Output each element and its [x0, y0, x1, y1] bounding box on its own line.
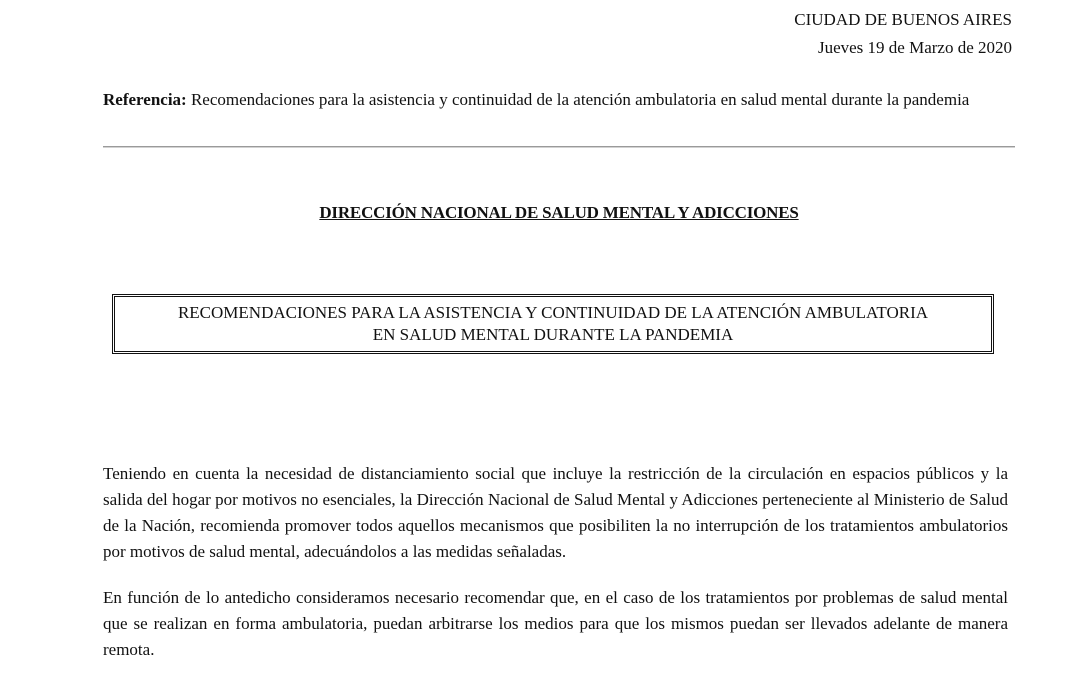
horizontal-rule: [103, 146, 1015, 148]
document-header: [794, 6, 1012, 62]
boxed-title-line-1: RECOMENDACIONES PARA LA ASISTENCIA Y CONTINUIDAD DE LA ATENCIÓN AMBULATORIA: [177, 303, 929, 322]
reference-text: Recomendaciones para la asistencia y continuidad de la atención ambulatoria en salud mental durante la pandemia: [186, 90, 970, 109]
paragraph: Teniendo en cuenta la necesidad de distanciamiento social que incluye la restricción de la circulación en espacios públicos y la salida del hogar por motivos no esenciales, la Dirección Nacional de Salud Mental y Adicciones perteneciente al Ministerio de Salud de la Nación, recomienda promover todos aquellos mecanismos que posibiliten la no interrupción de los tratamientos ambulatorios por motivos de salud mental, adecuándolos a las medidas señaladas.: [103, 464, 1008, 561]
reference-label: Referencia:: [103, 90, 187, 109]
body-text: [103, 461, 1008, 683]
direction-heading: DIRECCIÓN NACIONAL DE SALUD MENTAL Y ADICCIONES: [319, 203, 799, 222]
boxed-title: [112, 294, 994, 354]
date-line: Jueves 19 de Marzo de 2020: [817, 38, 1012, 57]
paragraph: En función de lo antedicho consideramos necesario recomendar que, en el caso de los tratamientos por problemas de salud mental que se realizan en forma ambulatoria, puedan arbitrarse los medios para que los mismos puedan ser llevados adelante de manera remota.: [103, 588, 1008, 659]
reference-block: [103, 88, 1015, 111]
boxed-title-line-2: EN SALUD MENTAL DURANTE LA PANDEMIA: [372, 325, 734, 344]
city-line: CIUDAD DE BUENOS AIRES: [794, 10, 1012, 29]
